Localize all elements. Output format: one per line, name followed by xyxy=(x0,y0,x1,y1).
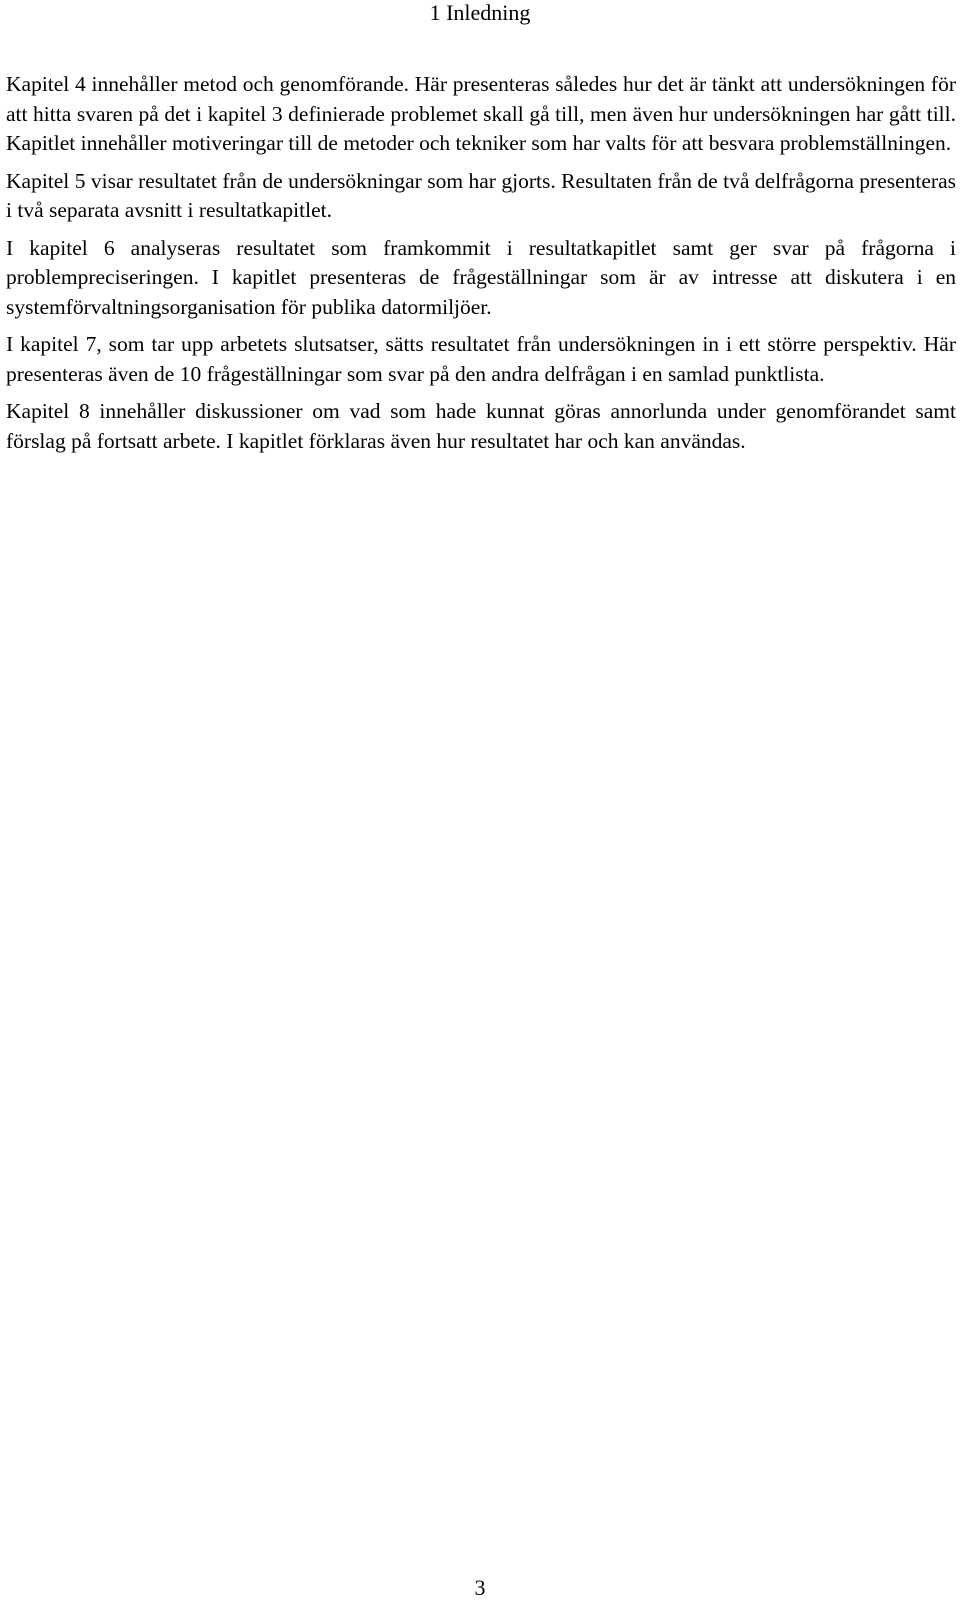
paragraph-chapter-4: Kapitel 4 innehåller metod och genomförande. Här presenteras således hur det är tänkt att undersökningen för att hitta svaren på det i kapitel 3 definierade problemet skall gå till, men även hur undersökningen har gått till. Kapitlet innehåller motiveringar till de metoder och tekniker som har valts för att besvara problemställningen. xyxy=(6,72,956,155)
paragraph-chapter-6: I kapitel 6 analyseras resultatet som framkommit i resultatkapitlet samt ger svar på frågorna i problempreciseringen. I kapitlet presenteras de frågeställningar som är av intresse att diskutera i en systemförvaltningsorganisation för publika datormiljöer. xyxy=(6,235,956,319)
body-text xyxy=(6,70,956,464)
running-header: 1 Inledning xyxy=(429,0,531,25)
page-number: 3 xyxy=(474,1575,486,1600)
paragraph-chapter-7: I kapitel 7, som tar upp arbetets slutsatser, sätts resultatet från undersökningen in i ett större perspektiv. Här presenteras även de 10 frågeställningar som svar på den andra delfrågan i en samlad punktlista. xyxy=(6,332,956,386)
paragraph-chapter-5: Kapitel 5 visar resultatet från de undersökningar som har gjorts. Resultaten från de två delfrågorna presenteras i två separata avsnitt i resultatkapitlet. xyxy=(6,168,956,222)
paragraph-chapter-8: Kapitel 8 innehåller diskussioner om vad som hade kunnat göras annorlunda under genomförandet samt förslag på fortsatt arbete. I kapitlet förklaras även hur resultatet har och kan användas. xyxy=(6,399,956,453)
